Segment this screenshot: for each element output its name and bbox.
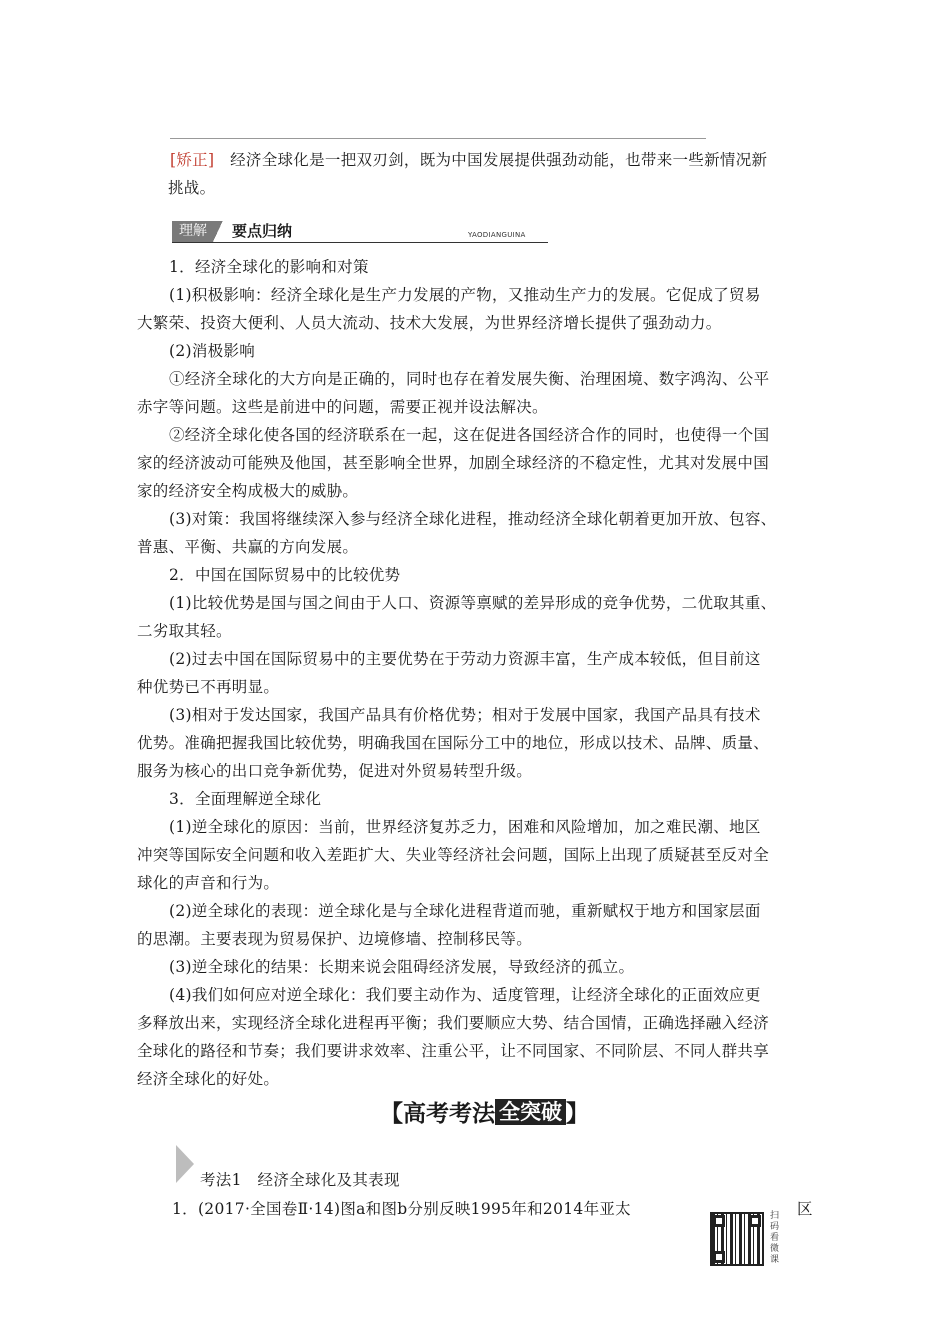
kaofa-heading: 考法1 经济全球化及其表现 — [200, 1171, 400, 1189]
key-points-body — [137, 253, 837, 1093]
qr-code-icon[interactable] — [710, 1212, 764, 1266]
section-title — [380, 1098, 589, 1130]
text-line: 冲突等国际安全问题和收入差距扩大、失业等经济社会问题，国际上出现了质疑甚至反对全 — [137, 846, 770, 864]
banner-understand: 理解 — [172, 221, 214, 242]
text-line: (2)过去中国在国际贸易中的主要优势在于劳动力资源丰富，生产成本较低，但目前这 — [169, 650, 761, 668]
section-title-close: 】 — [566, 1101, 589, 1127]
correction-label: [矫正] — [170, 151, 215, 169]
banner-pinyin: YAODIANGUINA — [468, 231, 526, 239]
section-title-badge: 全突破 — [495, 1099, 566, 1125]
text-line: 优势。准确把握我国比较优势，明确我国在国际分工中的地位，形成以技术、品牌、质量、 — [137, 734, 770, 752]
text-line: ②经济全球化使各国的经济联系在一起，这在促进各国经济合作的同时，也使得一个国 — [169, 426, 770, 444]
heading-2: 2．中国在国际贸易中的比较优势 — [169, 566, 401, 584]
text-line: (3)对策：我国将继续深入参与经济全球化进程，推动经济全球化朝着更加开放、包容、 — [169, 510, 777, 528]
text-line: (1)逆全球化的原因：当前，世界经济复苏乏力，困难和风险增加，加之难民潮、地区 — [169, 818, 761, 836]
question-1-tail: 区 — [797, 1200, 813, 1218]
text-line: (2)逆全球化的表现：逆全球化是与全球化进程背道而驰，重新赋权于地方和国家层面 — [169, 902, 761, 920]
text-line: 经济全球化的好处。 — [137, 1070, 280, 1088]
correction-line-2: 挑战。 — [168, 179, 216, 197]
text-line: 家的经济波动可能殃及他国，甚至影响全世界，加剧全球经济的不稳定性，尤其对发展中国 — [137, 454, 770, 472]
text-line: 赤字等问题。这些是前进中的问题，需要正视并设法解决。 — [137, 398, 548, 416]
text-line: (1)积极影响：经济全球化是生产力发展的产物，又推动生产力的发展。它促成了贸易 — [169, 286, 761, 304]
text-line: 家的经济安全构成极大的威胁。 — [137, 482, 359, 500]
top-rule — [170, 138, 706, 139]
text-line: (4)我们如何应对逆全球化：我们要主动作为、适度管理，让经济全球化的正面效应更 — [169, 986, 761, 1004]
text-line: ①经济全球化的大方向是正确的，同时也存在着发展失衡、治理困境、数字鸿沟、公平 — [169, 370, 770, 388]
qr-finder — [749, 1215, 761, 1227]
text-line: 二劣取其轻。 — [137, 622, 232, 640]
section-badge-pinyin: QUANTUPO — [510, 1126, 547, 1132]
section-title-open: 【高考考法 — [380, 1101, 495, 1127]
text-line: 普惠、平衡、共赢的方向发展。 — [137, 538, 359, 556]
correction-line-1: 经济全球化是一把双刃剑，既为中国发展提供强劲动能，也带来一些新情况新 — [230, 151, 768, 169]
heading-1: 1．经济全球化的影响和对策 — [169, 258, 369, 276]
text-line: 球化的声音和行为。 — [137, 874, 280, 892]
text-line: (3)逆全球化的结果：长期来说会阻碍经济发展，导致经济的孤立。 — [169, 958, 635, 976]
text-line: (3)相对于发达国家，我国产品具有价格优势；相对于发展中国家，我国产品具有技术 — [169, 706, 761, 724]
text-line: 的思潮。主要表现为贸易保护、边境修墙、控制移民等。 — [137, 930, 533, 948]
text-line: 种优势已不再明显。 — [137, 678, 280, 696]
correction-note — [170, 146, 820, 202]
qr-finder — [713, 1251, 725, 1263]
qr-caption: 扫码看微课 — [770, 1211, 780, 1265]
text-line: (2)消极影响 — [169, 342, 256, 360]
qr-finder — [713, 1215, 725, 1227]
question-1: 1．(2017·全国卷Ⅱ·14)图a和图b分别反映1995年和2014年亚太 — [172, 1200, 631, 1218]
text-line: 多释放出来，实现经济全球化进程再平衡；我们要顺应大势、结合国情，正确选择融入经济 — [137, 1014, 770, 1032]
text-line: (1)比较优势是国与国之间由于人口、资源等禀赋的差异形成的竞争优势，二优取其重、 — [169, 594, 777, 612]
text-line: 服务为核心的出口竞争新优势，促进对外贸易转型升级。 — [137, 762, 533, 780]
kaofa-arrow-icon — [176, 1145, 194, 1183]
banner-underline — [172, 242, 548, 243]
banner-slash — [212, 221, 226, 242]
text-line: 全球化的路径和节奏；我们要讲求效率、注重公平，让不同国家、不同阶层、不同人群共享 — [137, 1042, 770, 1060]
banner-key-points: 要点归纳 — [232, 222, 293, 240]
text-line: 大繁荣、投资大便利、人员大流动、技术大发展，为世界经济增长提供了强劲动力。 — [137, 314, 722, 332]
heading-3: 3．全面理解逆全球化 — [169, 790, 322, 808]
